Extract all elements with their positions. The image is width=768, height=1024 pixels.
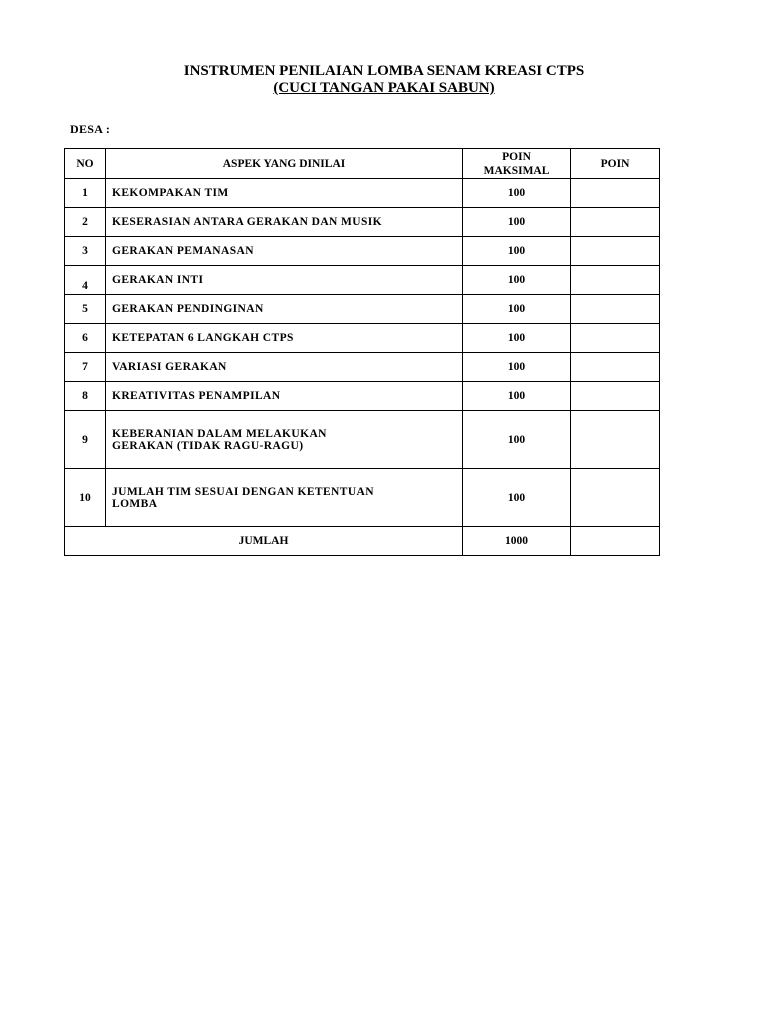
row-max: 100	[463, 237, 571, 266]
total-label: JUMLAH	[65, 527, 463, 556]
table-row	[65, 382, 660, 411]
row-aspek: GERAKAN PENDINGINAN	[106, 295, 463, 324]
desa-label: DESA :	[70, 122, 111, 136]
row-no: 4	[65, 266, 106, 295]
table-row	[65, 295, 660, 324]
row-aspek-line1: JUMLAH TIM SESUAI DENGAN KETENTUAN	[112, 485, 374, 498]
row-max: 100	[463, 324, 571, 353]
row-max: 100	[463, 382, 571, 411]
total-poin-cell[interactable]	[571, 527, 660, 556]
row-poin-cell[interactable]	[571, 266, 660, 295]
document-title: INSTRUMEN PENILAIAN LOMBA SENAM KREASI CTPS	[183, 63, 585, 79]
row-poin-cell[interactable]	[571, 324, 660, 353]
row-no: 9	[65, 411, 106, 469]
row-aspek: GERAKAN INTI	[106, 266, 463, 295]
row-poin-cell[interactable]	[571, 179, 660, 208]
row-aspek: KESERASIAN ANTARA GERAKAN DAN MUSIK	[106, 208, 463, 237]
total-max: 1000	[463, 527, 571, 556]
row-max: 100	[463, 179, 571, 208]
row-aspek	[106, 469, 463, 527]
row-no: 1	[65, 179, 106, 208]
row-max: 100	[463, 353, 571, 382]
row-aspek-line2: LOMBA	[112, 497, 158, 510]
table-header-row	[65, 149, 660, 179]
header-no: NO	[65, 149, 106, 179]
row-no: 3	[65, 237, 106, 266]
row-aspek: VARIASI GERAKAN	[106, 353, 463, 382]
row-poin-cell[interactable]	[571, 208, 660, 237]
header-aspek: ASPEK YANG DINILAI	[106, 149, 463, 179]
row-max: 100	[463, 208, 571, 237]
row-aspek: KEKOMPAKAN TIM	[106, 179, 463, 208]
row-no: 7	[65, 353, 106, 382]
table-row	[65, 353, 660, 382]
header-poin: POIN	[571, 149, 660, 179]
row-aspek-line1: KEBERANIAN DALAM MELAKUKAN	[112, 427, 327, 440]
table-row	[65, 208, 660, 237]
row-no: 2	[65, 208, 106, 237]
row-max: 100	[463, 266, 571, 295]
row-aspek-line2: GERAKAN (TIDAK RAGU-RAGU)	[112, 439, 304, 452]
table-row	[65, 411, 660, 469]
row-max: 100	[463, 469, 571, 527]
row-aspek: KREATIVITAS PENAMPILAN	[106, 382, 463, 411]
row-aspek	[106, 411, 463, 469]
document-subtitle-text: (CUCI TANGAN PAKAI SABUN)	[273, 80, 495, 96]
row-poin-cell[interactable]	[571, 382, 660, 411]
table-row	[65, 266, 660, 295]
header-poin-maksimal	[463, 149, 571, 179]
table-row	[65, 324, 660, 353]
header-poin-maksimal-line1: POIN	[502, 150, 531, 163]
row-no: 8	[65, 382, 106, 411]
table-total-row	[65, 527, 660, 556]
document-subtitle	[0, 80, 768, 97]
row-poin-cell[interactable]	[571, 237, 660, 266]
row-max: 100	[463, 295, 571, 324]
row-poin-cell[interactable]	[571, 411, 660, 469]
row-poin-cell[interactable]	[571, 353, 660, 382]
table-row	[65, 469, 660, 527]
row-poin-cell[interactable]	[571, 469, 660, 527]
row-no: 10	[65, 469, 106, 527]
header-poin-maksimal-line2: MAKSIMAL	[483, 164, 550, 177]
row-aspek: GERAKAN PEMANASAN	[106, 237, 463, 266]
row-no: 6	[65, 324, 106, 353]
row-max: 100	[463, 411, 571, 469]
row-aspek: KETEPATAN 6 LANGKAH CTPS	[106, 324, 463, 353]
score-table	[64, 148, 660, 556]
row-no: 5	[65, 295, 106, 324]
table-row	[65, 237, 660, 266]
row-poin-cell[interactable]	[571, 295, 660, 324]
table-row	[65, 179, 660, 208]
